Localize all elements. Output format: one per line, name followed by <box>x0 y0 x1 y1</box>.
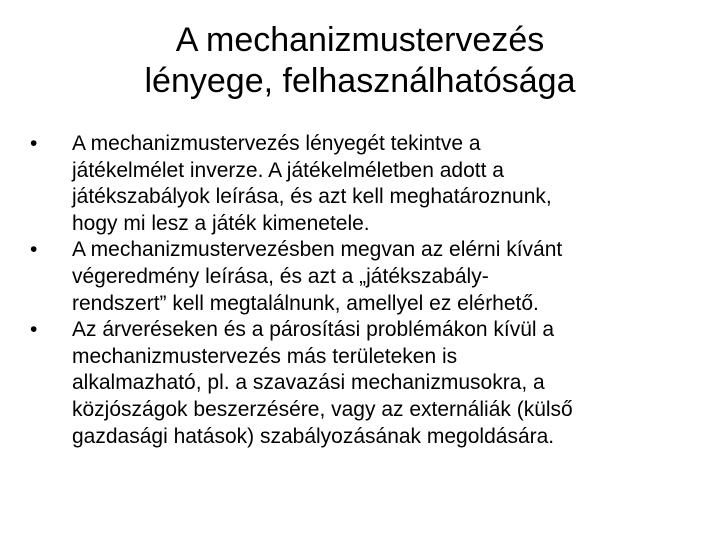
bullet-marker: • <box>30 318 38 342</box>
bullet-marker: • <box>30 238 38 262</box>
title-line: lényege, felhasználhatósága <box>144 61 576 100</box>
bullet-line: mechanizmustervezés más területeken is <box>72 344 458 368</box>
title-line: A mechanizmustervezés <box>175 21 545 59</box>
bullet-line: hogy mi lesz a játék kimenetele. <box>72 211 370 235</box>
slide-title <box>40 20 680 102</box>
bullet-line: játékelmélet inverze. A játékelméletben adott a <box>72 158 504 182</box>
bullet-text <box>72 317 680 450</box>
bullet-marker: • <box>30 132 38 155</box>
bullet-item <box>30 317 680 450</box>
bullet-line: játékszabályok leírása, és azt kell meghatároznunk, <box>72 185 552 209</box>
bullet-item <box>30 131 680 237</box>
bullet-line: végeredmény leírása, és azt a „játékszabály- <box>72 264 489 288</box>
bullet-line: rendszert” kell megtalálnunk, amellyel ez elérhető. <box>72 291 539 315</box>
bullet-line: Az árveréseken és a párosítási problémákon kívül a <box>72 318 555 342</box>
bullet-line: közjószágok beszerzésére, vagy az externáliák (külső <box>72 397 573 421</box>
bullet-item <box>30 237 680 317</box>
bullet-line: A mechanizmustervezésben megvan az elérni kívánt <box>72 238 563 262</box>
bullet-line: A mechanizmustervezés lényegét tekintve a <box>72 132 481 155</box>
bullet-text <box>72 131 680 237</box>
bullet-list <box>30 131 680 450</box>
bullet-line: gazdasági hatások) szabályozásának megoldására. <box>72 424 555 448</box>
bullet-line: alkalmazható, pl. a szavazási mechanizmusokra, a <box>72 371 545 395</box>
bullet-text <box>72 237 680 317</box>
